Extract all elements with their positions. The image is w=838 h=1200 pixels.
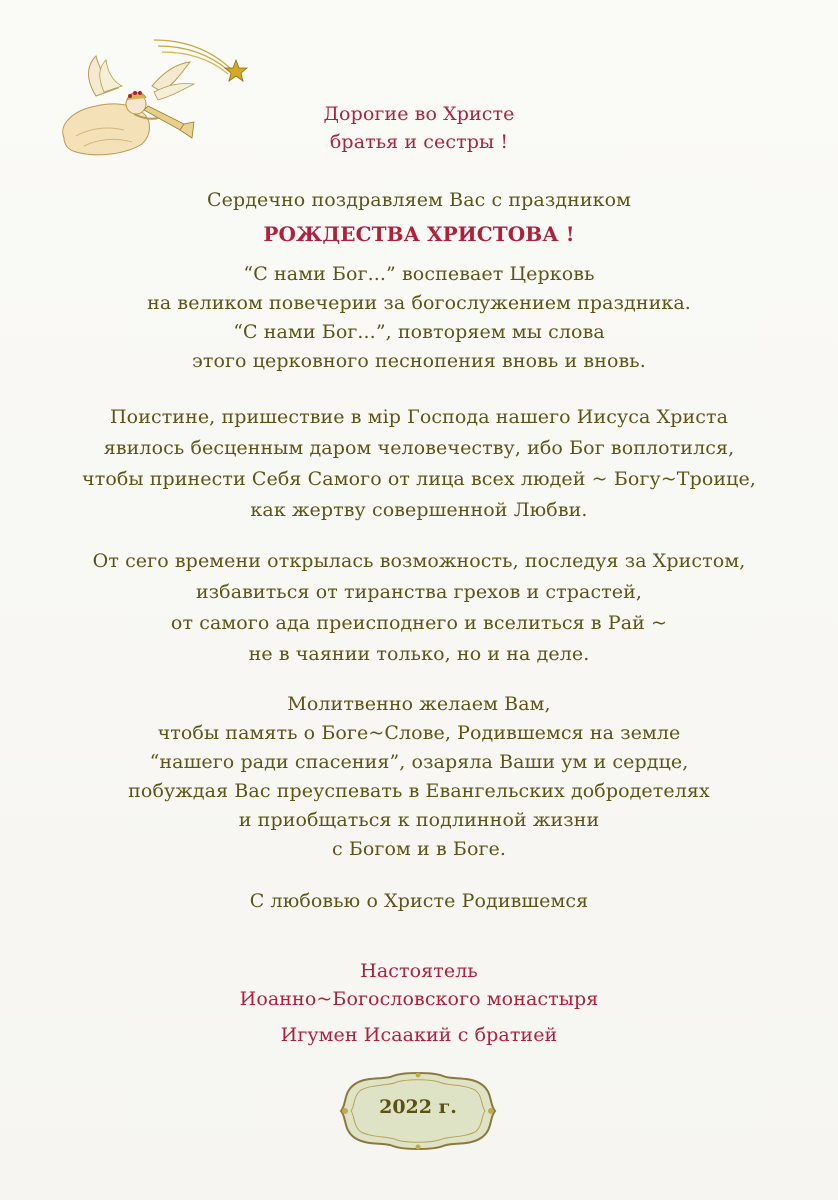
abbot-name: Игумен Исаакий с братией	[280, 1024, 558, 1046]
greeting-line-2: братья и сестры !	[329, 131, 509, 153]
paragraph-2	[0, 402, 838, 526]
greeting-line-1: Дорогие во Христе	[323, 103, 515, 125]
signer-monastery: Иоанно~Богословского монастыря	[239, 988, 599, 1010]
paragraph-line: побуждая Вас преуспевать в Евангельских добродетелях	[128, 780, 710, 802]
closing-text	[0, 887, 838, 915]
paragraph-line: этого церковного песнопения вновь и вновь.	[192, 350, 646, 372]
congratulation-line: Сердечно поздравляем Вас с праздником	[206, 189, 632, 211]
paragraph-line: не в чаянии только, но и на деле.	[248, 643, 590, 665]
paragraph-3	[0, 546, 838, 670]
signer-title: Настоятель	[360, 960, 478, 982]
paragraph-line: “нашего ради спасения”, озаряла Ваши ум и сердце,	[149, 751, 689, 773]
abbot-signature	[0, 1021, 838, 1049]
feast-title	[0, 220, 838, 248]
paragraph-4	[0, 690, 838, 864]
paragraph-line: на великом повечерии за богослужением праздника.	[147, 292, 691, 314]
paragraph-line: с Богом и в Боге.	[331, 838, 507, 860]
paragraph-line: От сего времени открылась возможность, последуя за Христом,	[92, 550, 746, 572]
paragraph-line: и приобщаться к подлинной жизни	[238, 809, 600, 831]
closing-line: С любовью о Христе Родившемся	[249, 890, 589, 912]
paragraph-line: явилось бесценным даром человечеству, ибо Бог воплотился,	[103, 437, 735, 459]
congratulation-text	[0, 186, 838, 214]
year-label: 2022 г.	[379, 1096, 457, 1118]
greeting-heading	[0, 100, 838, 156]
paragraph-line: Поистине, пришествие в мір Господа нашего Иисуса Христа	[109, 406, 729, 428]
paragraph-line: избавиться от тиранства грехов и страстей,	[195, 581, 643, 603]
paragraph-line: “С нами Бог...” воспевает Церковь	[243, 263, 595, 285]
signer-block	[0, 957, 838, 1013]
paragraph-line: чтобы принести Себя Самого от лица всех людей ~ Богу~Троице,	[82, 468, 756, 490]
paragraph-line: от самого ада преисподнего и вселиться в Рай ~	[170, 612, 668, 634]
paragraph-line: Молитвенно желаем Вам,	[287, 693, 551, 715]
paragraph-line: “С нами Бог...”, повторяем мы слова	[233, 321, 605, 343]
paragraph-line: чтобы память о Боге~Слове, Родившемся на земле	[157, 722, 681, 744]
feast-name: РОЖДЕСТВА ХРИСТОВА !	[263, 222, 575, 246]
paragraph-1	[0, 260, 838, 376]
paragraph-line: как жертву совершенной Любви.	[250, 499, 588, 521]
